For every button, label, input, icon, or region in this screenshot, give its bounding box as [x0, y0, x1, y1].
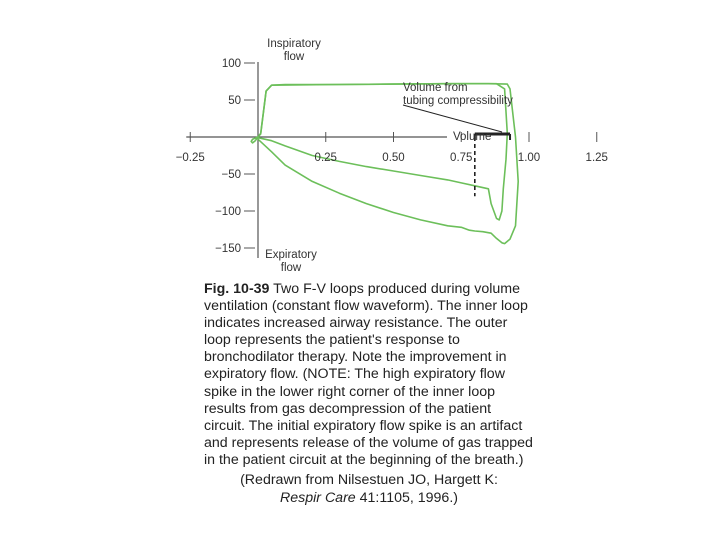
- x-tick-label: 0.50: [382, 152, 405, 164]
- figure-label: Fig. 10-39: [204, 281, 270, 297]
- credit-line-1: (Redrawn from Nilsestuen JO, Hargett K:: [240, 472, 498, 488]
- x-tick-label: −0.25: [175, 152, 205, 164]
- annotation-text-line: Volume from: [403, 82, 468, 94]
- credit-line-2: [204, 489, 534, 507]
- x-tick-label: 1.00: [517, 152, 541, 164]
- y-tick-label: 100: [221, 58, 241, 70]
- y-tick-label: 50: [228, 95, 241, 107]
- y-axis-label-bottom-line: flow: [280, 262, 302, 274]
- x-tick-label: 0.25: [314, 152, 337, 164]
- series-line: [251, 137, 258, 143]
- figure-caption: [204, 281, 534, 469]
- credit-rest: 41:1105, 1996.): [355, 490, 458, 506]
- y-tick-label: −150: [215, 243, 241, 255]
- annotation-text: [403, 82, 513, 107]
- y-tick-label: −50: [221, 169, 241, 181]
- annotation-leader: [403, 105, 502, 132]
- y-axis-label-top: [267, 38, 321, 63]
- y-tick-label: −100: [215, 206, 241, 218]
- caption-text: Two F-V loops produced during volume ventilation (constant flow waveform). The inner loop indicates increased airway resistance. The outer loop represents the patient's response to bronchodilator therapy. Note the improvement in expiratory flow. (NOTE: The high expiratory flow spike in the lower right corner of the inner loop results from gas decompression of the patient circuit. The initial expiratory flow spike is an artifact and represents release of the volume of gas trapped in the patient circuit at the beginning of the breath.): [204, 281, 533, 468]
- y-axis-label-top-line: Inspiratory: [267, 38, 321, 50]
- y-axis-label-top-line: flow: [283, 51, 305, 63]
- figure-credit: [204, 471, 534, 507]
- y-axis-label-bottom: [265, 249, 317, 274]
- x-tick-label: 0.75: [450, 152, 473, 164]
- credit-journal: Respir Care: [280, 490, 356, 506]
- annotation-text-line: tubing compressibility: [403, 95, 513, 107]
- y-axis-label-bottom-line: Expiratory: [265, 249, 317, 261]
- x-axis-label: Volume: [453, 131, 492, 143]
- chart-labels: [176, 38, 608, 274]
- x-tick-label: 1.25: [585, 152, 608, 164]
